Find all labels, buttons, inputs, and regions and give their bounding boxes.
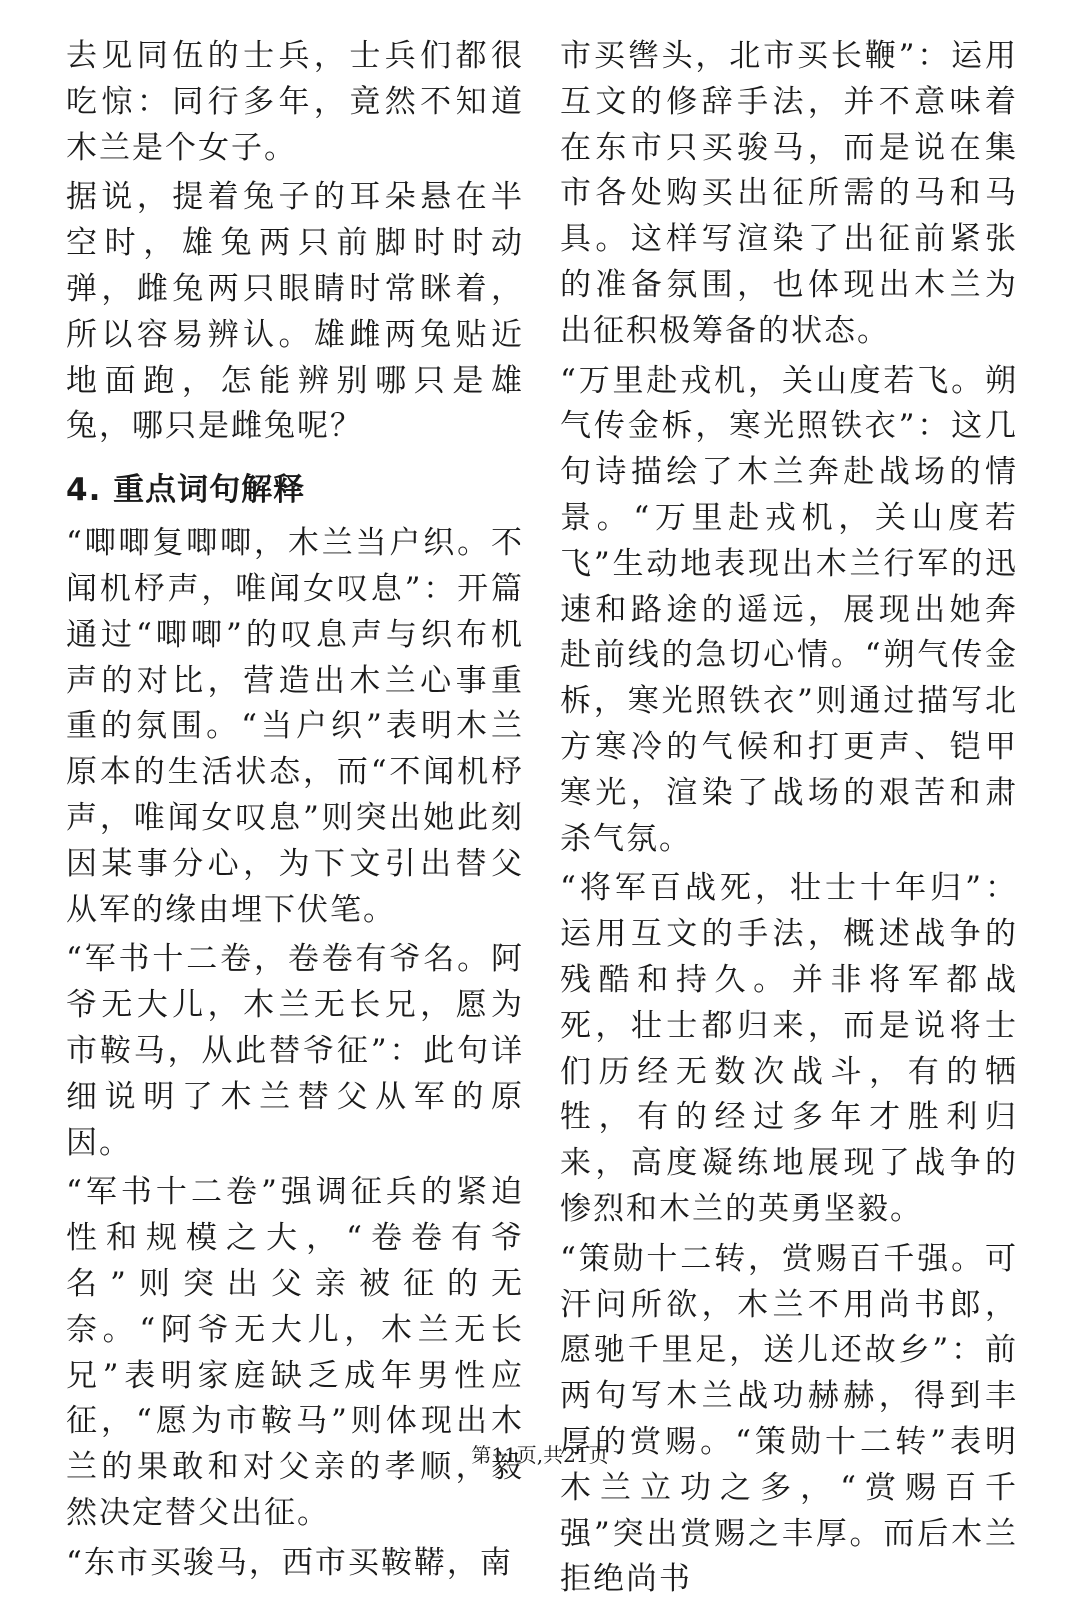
paragraph: “军书十二卷”强调征兵的紧迫性和规模之大，“卷卷有爷名”则突出父亲被征的无奈。“阿爷无大儿，木兰无长兄”表明家庭缺乏成年男性应征，“愿为市鞍马”则体现出木兰的果敢和对父亲的孝顺，毅然决定替父出征。: [66, 1174, 524, 1531]
right-column: [560, 34, 1018, 1607]
paragraph: “军书十二卷，卷卷有爷名。阿爷无大儿，木兰无长兄，愿为市鞍马，从此替爷征”：此句详细说明了木兰替父从军的原因。: [66, 941, 524, 1161]
paragraph: “万里赴戎机，关山度若飞。朔气传金柝，寒光照铁衣”：这几句诗描绘了木兰奔赴战场的情景。“万里赴戎机，关山度若飞”生动地表现出木兰行军的迅速和路途的遥远，展现出她奔赴前线的急切心情。“朔气传金柝，寒光照铁衣”则通过描写北方寒冷的气候和打更声、铠甲寒光，渲染了战场的艰苦和肃杀气氛。: [560, 362, 1018, 857]
paragraph: “将军百战死，壮士十年归”：运用互文的手法，概述战争的残酷和持久。并非将军都战死，壮士都归来，而是说将士们历经无数次战斗，有的牺牲，有的经过多年才胜利归来，高度凝练地展现了战争的惨烈和木兰的英勇坚毅。: [560, 870, 1018, 1227]
section-heading: 4. 重点词句解释: [66, 472, 306, 509]
paragraph: 市买辔头，北市买长鞭”：运用互文的修辞手法，并不意味着在东市只买骏马，而是说在集市各处购买出征所需的马和马具。这样写渲染了出征前紧张的准备氛围，也体现出木兰为出征积极筹备的状态。: [560, 38, 1018, 349]
page-number: 第11页,共21页: [471, 1443, 609, 1467]
paragraph: “东市买骏马，西市买鞍鞯，南: [66, 1544, 513, 1581]
left-column: [66, 34, 524, 1591]
paragraph: “唧唧复唧唧，木兰当户织。不闻机杼声，唯闻女叹息”：开篇通过“唧唧”的叹息声与织布机声的对比，营造出木兰心事重重的氛围。“当户织”表明木兰原本的生活状态，而“不闻机杼声，唯闻女叹息”则突出她此刻因某事分心，为下文引出替父从军的缘由埋下伏笔。: [66, 525, 524, 928]
paragraph: 据说，提着兔子的耳朵悬在半空时，雄兔两只前脚时时动弹，雌兔两只眼睛时常眯着，所以容易辨认。雄雌两兔贴近地面跑，怎能辨别哪只是雄兔，哪只是雌兔呢？: [66, 179, 524, 445]
paragraph: “策勋十二转，赏赐百千强。可汗问所欲，木兰不用尚书郎，愿驰千里足，送儿还故乡”：前两句写木兰战功赫赫，得到丰厚的赏赐。“策勋十二转”表明木兰立功之多，“赏赐百千强”突出赏赐之丰厚。而后木兰拒绝尚书: [560, 1240, 1018, 1598]
paragraph: 去见同伍的士兵，士兵们都很吃惊：同行多年，竟然不知道木兰是个女子。: [66, 38, 524, 166]
